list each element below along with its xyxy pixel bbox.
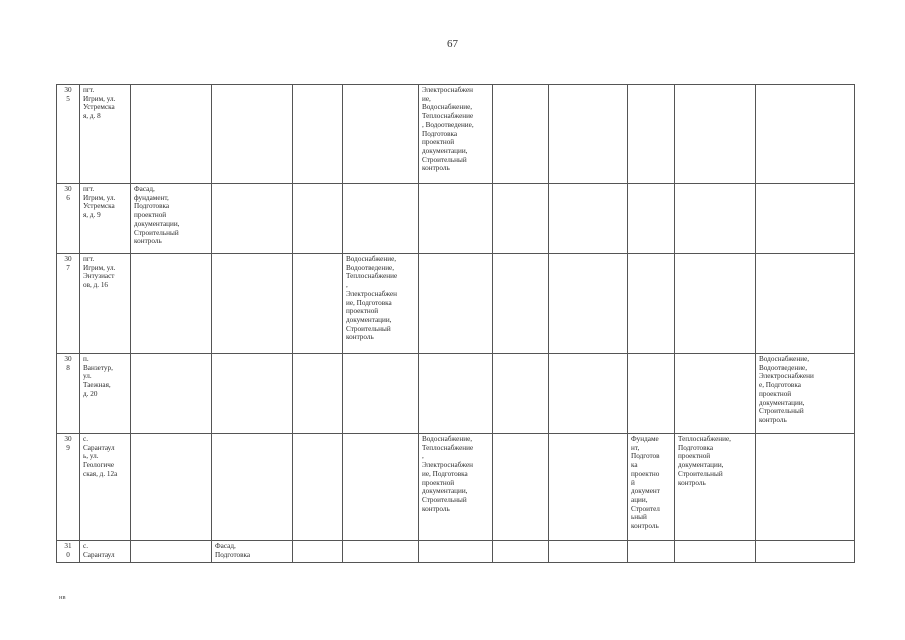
row-number-cell [57,354,80,434]
work-type-cell [293,434,343,541]
work-type-cell [419,254,493,354]
row-number-cell [57,434,80,541]
table-row [57,184,855,254]
repair-works-table [56,84,855,563]
work-type-cell [131,434,212,541]
work-type-cell [343,541,419,563]
work-type-cell [675,85,756,184]
footer-mark: нв [59,594,66,601]
work-type-cell [675,354,756,434]
work-type-cell [293,354,343,434]
work-type-cell [419,184,493,254]
address-text: п. Ванзетур, ул. Таежная, д. 20 [83,355,113,398]
work-type-cell [212,541,293,563]
work-type-cell [343,434,419,541]
work-type-cell [131,184,212,254]
row-number: 30 6 [64,185,72,202]
address-cell [80,184,131,254]
row-number: 30 9 [64,435,72,452]
work-type-cell [212,85,293,184]
row-number-cell [57,184,80,254]
work-type-text: Фундаме нт, Подготов ка проектно й документ ации, Строител ьный контроль [631,435,660,531]
row-number: 30 5 [64,86,72,103]
work-type-text: Водоснабжение, Водоотведение, Электроснабжени е, Подготовка проектной документации, Строительный контроль [759,355,814,424]
page-number: 67 [447,38,458,50]
table-row [57,85,855,184]
work-type-cell [131,541,212,563]
address-text: пгт. Игрим, ул. Устремска я, д. 8 [83,86,116,121]
address-cell [80,254,131,354]
work-type-cell [628,434,675,541]
work-type-cell [419,541,493,563]
work-type-cell [549,85,628,184]
table-row [57,354,855,434]
work-type-cell [756,254,855,354]
work-type-cell [549,541,628,563]
work-type-cell [493,85,549,184]
work-type-text: Электроснабжен ие, Водоснабжение, Теплоснабжение , Водоотведение, Подготовка проектной документации, Строительный контроль [422,86,474,173]
work-type-cell [628,184,675,254]
work-type-cell [493,434,549,541]
work-type-cell [628,85,675,184]
work-type-cell [419,434,493,541]
work-type-cell [756,184,855,254]
work-type-cell [756,541,855,563]
work-type-cell [756,85,855,184]
table-row [57,254,855,354]
row-number: 30 8 [64,355,72,372]
work-type-cell [493,541,549,563]
address-text: с. Сарантаул [83,542,115,559]
work-type-cell [212,184,293,254]
work-type-cell [493,254,549,354]
address-cell [80,541,131,563]
work-type-cell [549,254,628,354]
work-type-text: Теплоснабжение, Подготовка проектной документации, Строительный контроль [678,435,731,487]
work-type-cell [549,184,628,254]
row-number-cell [57,85,80,184]
work-type-cell [675,254,756,354]
row-number: 31 0 [64,542,72,559]
row-number: 30 7 [64,255,72,272]
work-type-cell [293,85,343,184]
work-type-cell [628,541,675,563]
work-type-cell [419,354,493,434]
work-type-cell [212,354,293,434]
work-type-text: Водоснабжение, Теплоснабжение , Электроснабжен ие, Подготовка проектной документации, Строительный контроль [422,435,474,513]
work-type-cell [493,354,549,434]
work-type-cell [675,541,756,563]
table-row [57,541,855,563]
work-type-cell [628,254,675,354]
work-type-cell [343,184,419,254]
address-cell [80,434,131,541]
work-type-cell [549,434,628,541]
address-text: с. Сарантаул ь, ул. Геологиче ская, д. 12а [83,435,118,478]
work-type-text: Водоснабжение, Водоотведение, Теплоснабжение , Электроснабжен ие, Подготовка проектной документации, Строительный контроль [346,255,398,342]
work-type-cell [675,434,756,541]
work-type-text: Фасад, фундамент, Подготовка проектной документации, Строительный контроль [134,185,180,246]
row-number-cell [57,541,80,563]
work-type-cell [131,85,212,184]
table-row [57,434,855,541]
work-type-cell [419,85,493,184]
work-type-cell [293,184,343,254]
work-type-cell [493,184,549,254]
work-type-cell [131,354,212,434]
work-type-cell [756,354,855,434]
table-body [57,85,855,563]
address-cell [80,85,131,184]
work-type-cell [628,354,675,434]
work-type-cell [212,254,293,354]
work-type-cell [343,85,419,184]
work-type-cell [756,434,855,541]
work-type-cell [343,354,419,434]
work-type-cell [212,434,293,541]
work-type-cell [675,184,756,254]
work-type-text: Фасад, Подготовка [215,542,251,559]
address-text: пгт. Игрим, ул. Энтузиаст ов, д. 16 [83,255,116,290]
row-number-cell [57,254,80,354]
work-type-cell [343,254,419,354]
work-type-cell [549,354,628,434]
work-type-cell [293,254,343,354]
work-type-cell [131,254,212,354]
address-cell [80,354,131,434]
address-text: пгт. Игрим, ул. Устремска я, д. 9 [83,185,116,220]
work-type-cell [293,541,343,563]
